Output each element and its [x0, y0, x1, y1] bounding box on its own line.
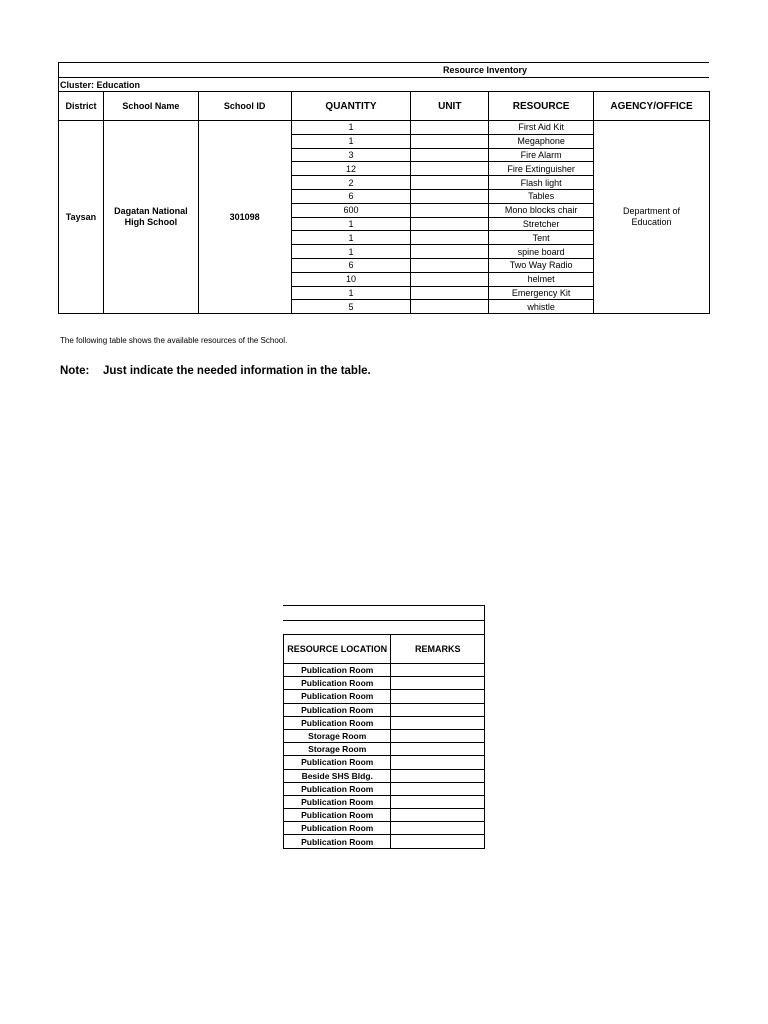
location-row: [284, 782, 485, 795]
resource-cell: Stretcher: [489, 217, 594, 231]
resource-cell: Fire Extinguisher: [489, 162, 594, 176]
quantity-cell: 3: [291, 148, 411, 162]
location-right-border: [484, 605, 485, 634]
header-resource-location: RESOURCE LOCATION: [284, 635, 391, 664]
unit-cell: [411, 134, 489, 148]
unit-cell: [411, 231, 489, 245]
district-cell: Taysan: [59, 121, 104, 314]
location-cell: Publication Room: [284, 795, 391, 808]
location-cell: Publication Room: [284, 822, 391, 835]
location-top-border: [283, 605, 485, 606]
unit-cell: [411, 203, 489, 217]
quantity-cell: 1: [291, 245, 411, 259]
location-row: [284, 690, 485, 703]
resource-cell: Tent: [489, 231, 594, 245]
unit-cell: [411, 121, 489, 135]
quantity-cell: 6: [291, 258, 411, 272]
remarks-cell: [391, 809, 485, 822]
location-cell: Publication Room: [284, 835, 391, 848]
location-cell: Publication Room: [284, 703, 391, 716]
inventory-title: Resource Inventory: [442, 65, 528, 75]
note-text: Just indicate the needed information in the table.: [103, 365, 371, 377]
quantity-cell: 1: [291, 134, 411, 148]
title-left-border: [58, 62, 59, 91]
unit-cell: [411, 176, 489, 190]
header-resource: RESOURCE: [489, 92, 594, 121]
header-agency: AGENCY/OFFICE: [594, 92, 710, 121]
location-row: [284, 756, 485, 769]
unit-cell: [411, 258, 489, 272]
inventory-header-row: [59, 92, 710, 121]
note-label: Note:: [60, 365, 90, 377]
quantity-cell: 6: [291, 189, 411, 203]
location-cell: Publication Room: [284, 716, 391, 729]
unit-cell: [411, 162, 489, 176]
remarks-cell: [391, 743, 485, 756]
header-school-id: School ID: [198, 92, 291, 121]
quantity-cell: 600: [291, 203, 411, 217]
quantity-cell: 1: [291, 231, 411, 245]
title-top-border: [58, 62, 709, 63]
location-row: [284, 703, 485, 716]
header-district: District: [59, 92, 104, 121]
table-caption: The following table shows the available resources of the School.: [60, 336, 288, 345]
resource-cell: Two Way Radio: [489, 258, 594, 272]
location-mid-border: [283, 620, 485, 621]
unit-cell: [411, 272, 489, 286]
remarks-cell: [391, 703, 485, 716]
inventory-grid: [58, 91, 710, 314]
location-cell: Publication Room: [284, 782, 391, 795]
quantity-cell: 2: [291, 176, 411, 190]
resource-cell: Emergency Kit: [489, 286, 594, 300]
location-cell: Publication Room: [284, 677, 391, 690]
location-row: [284, 743, 485, 756]
resource-cell: whistle: [489, 300, 594, 314]
resource-cell: Megaphone: [489, 134, 594, 148]
location-row: [284, 822, 485, 835]
remarks-cell: [391, 664, 485, 677]
location-row: [284, 835, 485, 848]
location-cell: Publication Room: [284, 756, 391, 769]
quantity-cell: 1: [291, 121, 411, 135]
header-school-name: School Name: [103, 92, 198, 121]
remarks-cell: [391, 690, 485, 703]
resource-cell: First Aid Kit: [489, 121, 594, 135]
location-cell: Publication Room: [284, 809, 391, 822]
quantity-cell: 1: [291, 286, 411, 300]
cluster-label: Cluster: Education: [60, 80, 141, 90]
remarks-cell: [391, 756, 485, 769]
resource-cell: helmet: [489, 272, 594, 286]
quantity-cell: 12: [291, 162, 411, 176]
inventory-row: [59, 121, 710, 135]
agency-cell: Department of Education: [594, 121, 710, 314]
location-cell: Storage Room: [284, 743, 391, 756]
school-id-cell: 301098: [198, 121, 291, 314]
remarks-cell: [391, 729, 485, 742]
location-row: [284, 809, 485, 822]
location-row: [284, 716, 485, 729]
unit-cell: [411, 286, 489, 300]
header-unit: UNIT: [411, 92, 489, 121]
location-row: [284, 729, 485, 742]
location-cell: Publication Room: [284, 690, 391, 703]
location-row: [284, 664, 485, 677]
resource-cell: spine board: [489, 245, 594, 259]
title-bottom-border: [58, 77, 709, 78]
location-grid: [283, 634, 485, 849]
location-row: [284, 677, 485, 690]
location-cell: Storage Room: [284, 729, 391, 742]
location-row: [284, 769, 485, 782]
remarks-cell: [391, 822, 485, 835]
quantity-cell: 5: [291, 300, 411, 314]
resource-cell: Flash light: [489, 176, 594, 190]
remarks-cell: [391, 716, 485, 729]
location-cell: Publication Room: [284, 664, 391, 677]
resource-cell: Tables: [489, 189, 594, 203]
header-quantity: QUANTITY: [291, 92, 411, 121]
location-cell: Beside SHS Bldg.: [284, 769, 391, 782]
unit-cell: [411, 189, 489, 203]
unit-cell: [411, 217, 489, 231]
quantity-cell: 10: [291, 272, 411, 286]
location-header-row: [284, 635, 485, 664]
school-name-cell: Dagatan National High School: [103, 121, 198, 314]
header-remarks: REMARKS: [391, 635, 485, 664]
unit-cell: [411, 148, 489, 162]
remarks-cell: [391, 769, 485, 782]
resource-cell: Mono blocks chair: [489, 203, 594, 217]
unit-cell: [411, 245, 489, 259]
remarks-cell: [391, 795, 485, 808]
quantity-cell: 1: [291, 217, 411, 231]
unit-cell: [411, 300, 489, 314]
location-row: [284, 795, 485, 808]
remarks-cell: [391, 835, 485, 848]
remarks-cell: [391, 782, 485, 795]
remarks-cell: [391, 677, 485, 690]
resource-cell: Fire Alarm: [489, 148, 594, 162]
